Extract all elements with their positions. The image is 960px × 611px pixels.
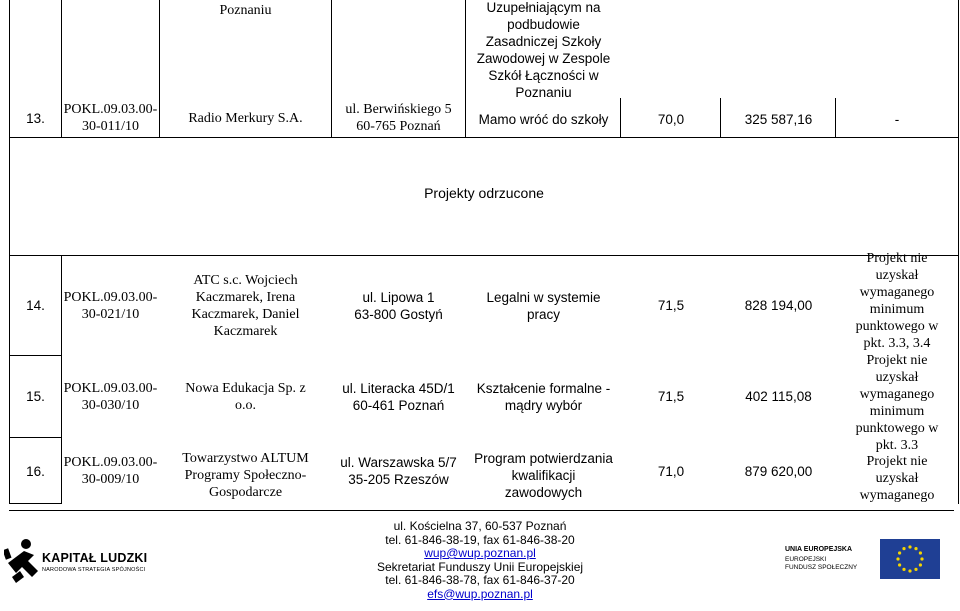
kapital-ludzki-subtitle: NARODOWA STRATEGIA SPÓJNOŚCI: [42, 567, 146, 573]
kapital-ludzki-emblem-icon: [4, 537, 40, 587]
footer-phone-efs: tel. 61-846-38-78, fax 61-846-37-20: [385, 573, 575, 587]
points-cell: 71,5: [657, 298, 685, 313]
amount-cell: 828 194,00: [744, 298, 813, 313]
amount-cell: 879 620,00: [744, 463, 813, 479]
section-title: Projekty odrzucone: [424, 185, 544, 201]
address-cell: ul. Berwińskiego 5 60-765 Poznań: [345, 102, 452, 134]
amount-cell: 402 115,08: [745, 389, 812, 404]
address-cell: ul. Warszawska 5/7 35-205 Rzeszów: [340, 455, 457, 487]
kapital-ludzki-title: KAPITAŁ LUDZKI: [42, 551, 148, 565]
nr-cell: POKL.09.03.00- 30-009/10: [63, 455, 158, 487]
lp-cell: 16.: [26, 463, 45, 479]
remarks-cell: -: [894, 111, 900, 127]
footer-email-efs[interactable]: efs@wup.poznan.pl: [427, 586, 533, 601]
amount-cell: 325 587,16: [744, 111, 813, 127]
nr-cell: POKL.09.03.00- 30-030/10: [63, 380, 158, 413]
address-cell: ul. Literacka 45D/1 60-461 Poznań: [342, 380, 455, 413]
remarks-cell: Projekt nie uzyskał wymaganego minimum punktowego w pkt. 3.3, 3.4: [855, 250, 939, 351]
footer-address: ul. Kościelna 37, 60-537 Poznań: [393, 519, 567, 533]
applicant-cell: Towarzystwo ALTUM Programy Społeczno- Gospodarcze: [182, 450, 309, 500]
footer-contact: [340, 520, 620, 601]
lp-cell: 15.: [26, 389, 45, 404]
col-divider: [958, 0, 959, 138]
footer-phone: tel. 61-846-38-19, fax 61-846-38-20: [385, 532, 575, 547]
kapital-ludzki-logo: [4, 533, 154, 583]
points-cell: 71,5: [657, 389, 685, 404]
address-cell: ul. Lipowa 1 63-800 Gostyń: [354, 289, 443, 322]
applicant-cell: Nowa Edukacja Sp. z o.o.: [185, 380, 306, 413]
nr-cell: POKL.09.03.00- 30-011/10: [63, 102, 158, 134]
eu-logo: [785, 535, 960, 580]
title-cell: Kształcenie formalne - mądry wybór: [476, 380, 611, 413]
footer-rule: [9, 510, 954, 511]
title-cell: Mamo wróć do szkoły: [478, 111, 609, 127]
remarks-cell: Projekt nie uzyskał wymaganego minimum punktowego w pkt. 3.3: [855, 352, 939, 453]
lp-cell: 14.: [26, 298, 45, 313]
remarks-cell: Projekt nie uzyskał wymaganego: [859, 453, 935, 503]
eu-flag-icon: [880, 539, 940, 579]
footer-email-wup[interactable]: wup@wup.poznan.pl: [424, 546, 536, 560]
partner-cell: Uzupełniającym na podbudowie Zasadniczej Szkoły Zawodowej w Zespole Szkół Łączności w Poznaniu: [476, 0, 611, 100]
nr-cell: POKL.09.03.00- 30-021/10: [63, 289, 158, 322]
eu-logo-subtitle: EUROPEJSKI FUNDUSZ SPOŁECZNY: [785, 556, 858, 571]
eu-logo-title: UNIA EUROPEJSKA: [785, 546, 853, 553]
title-cell: Program potwierdzania kwalifikacji zawodowych: [474, 450, 613, 500]
col-divider: [958, 255, 959, 504]
applicant-cell: ATC s.c. Wojciech Kaczmarek, Irena Kaczmarek, Daniel Kaczmarek: [191, 272, 300, 339]
applicant-cell: Radio Merkury S.A.: [188, 110, 303, 126]
applicant-city-cell: Poznaniu: [219, 2, 272, 18]
points-cell: 71,0: [657, 463, 685, 479]
footer-secretariat: Sekretariat Funduszy Unii Europejskiej: [376, 559, 584, 574]
points-cell: 70,0: [657, 111, 685, 127]
title-cell: Legalni w systemie pracy: [486, 289, 601, 322]
lp-cell: 13.: [26, 110, 45, 126]
